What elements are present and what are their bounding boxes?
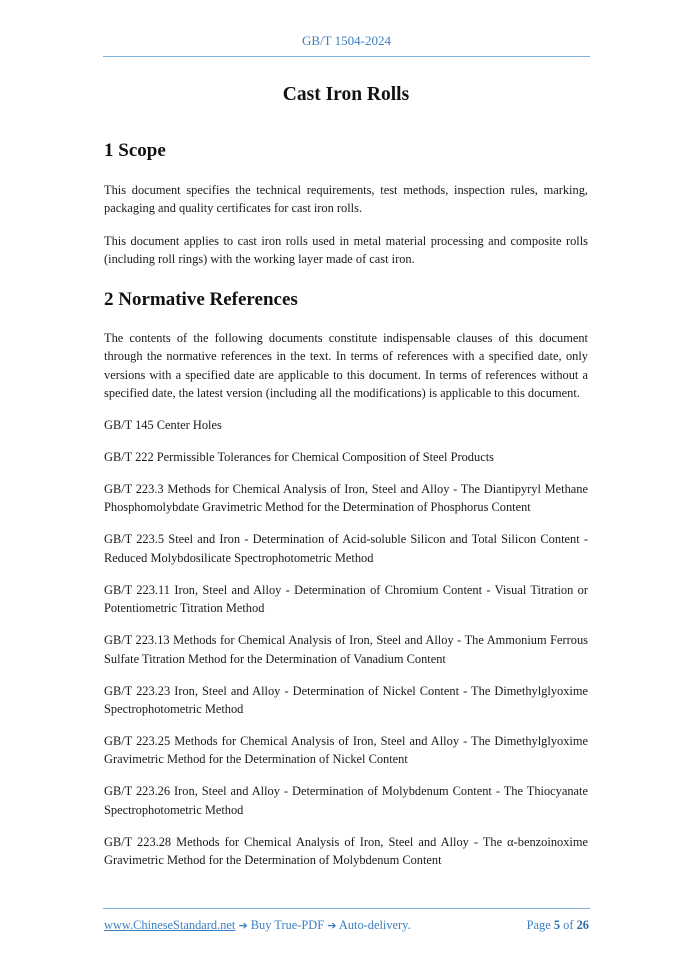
buy-true-pdf-text: Buy True-PDF [250, 918, 325, 932]
reference-item: GB/T 222 Permissible Tolerances for Chemical Composition of Steel Products [104, 449, 494, 464]
page-of-label: of [563, 918, 574, 932]
right-arrow-icon: ➔ [327, 919, 337, 932]
header-divider [103, 56, 590, 57]
section-heading-normative-references: 2 Normative References [104, 289, 298, 311]
reference-item: GB/T 223.23 Iron, Steel and Alloy - Determination of Nickel Content - The Dimethylglyoxime Spectrophotometric Method [104, 683, 588, 716]
reference-list [104, 416, 588, 870]
section-heading-scope: 1 Scope [104, 140, 166, 161]
document-body [104, 84, 588, 883]
document-title: Cast Iron Rolls [282, 84, 410, 105]
chinese-standard-link[interactable]: www.ChineseStandard.net [104, 918, 236, 932]
reference-item: GB/T 223.25 Methods for Chemical Analysis of Iron, Steel and Alloy - The Dimethylglyoxime Gravimetric Method for the Determination of Nickel Content [104, 734, 588, 767]
page-header-standard-code: GB/T 1504-2024 [302, 33, 391, 48]
page-number [527, 918, 589, 933]
reference-item: GB/T 223.5 Steel and Iron - Determination of Acid-soluble Silicon and Total Silicon Content - Reduced Molybdosilicate Spectrophotometric Method [104, 532, 588, 565]
scope-paragraph-2: This document applies to cast iron rolls used in metal material processing and composite rolls (including roll rings) with the working layer made of cast iron. [104, 233, 588, 266]
reference-item: GB/T 145 Center Holes [104, 417, 222, 432]
scope-paragraph-1: This document specifies the technical requirements, test methods, inspection rules, marking, packaging and quality certificates for cast iron rolls. [104, 183, 588, 216]
normative-references-intro: The contents of the following documents constitute indispensable clauses of this document through the normative references in the text. In terms of references with a specified date, only versions with a specified date are applicable to this document. In terms of references without a specified date, the latest version (including all the modifications) is applicable to this document. [104, 331, 588, 401]
reference-item: GB/T 223.11 Iron, Steel and Alloy - Determination of Chromium Content - Visual Titration or Potentiometric Titration Method [104, 582, 588, 616]
footer-promo [104, 918, 411, 933]
page-label: Page [526, 918, 551, 932]
right-arrow-icon: ➔ [238, 919, 248, 932]
page-current: 5 [553, 918, 561, 932]
reference-item: GB/T 223.28 Methods for Chemical Analysis of Iron, Steel and Alloy - The α-benzoinoxime Gravimetric Method for the Determination of Molybdenum Content [104, 834, 588, 868]
reference-item: GB/T 223.13 Methods for Chemical Analysis of Iron, Steel and Alloy - The Ammonium Ferrous Sulfate Titration Method for the Determination of Vanadium Content [104, 633, 588, 666]
reference-item: GB/T 223.3 Methods for Chemical Analysis of Iron, Steel and Alloy - The Diantipyryl Methane Phosphomolybdate Gravimetric Method for the Determination of Phosphorus Content [104, 482, 588, 515]
reference-item: GB/T 223.26 Iron, Steel and Alloy - Determination of Molybdenum Content - The Thiocyanate Spectrophotometric Method [104, 784, 588, 817]
footer-divider [103, 908, 590, 909]
page-total: 26 [576, 918, 589, 932]
auto-delivery-text: Auto-delivery. [338, 918, 411, 932]
